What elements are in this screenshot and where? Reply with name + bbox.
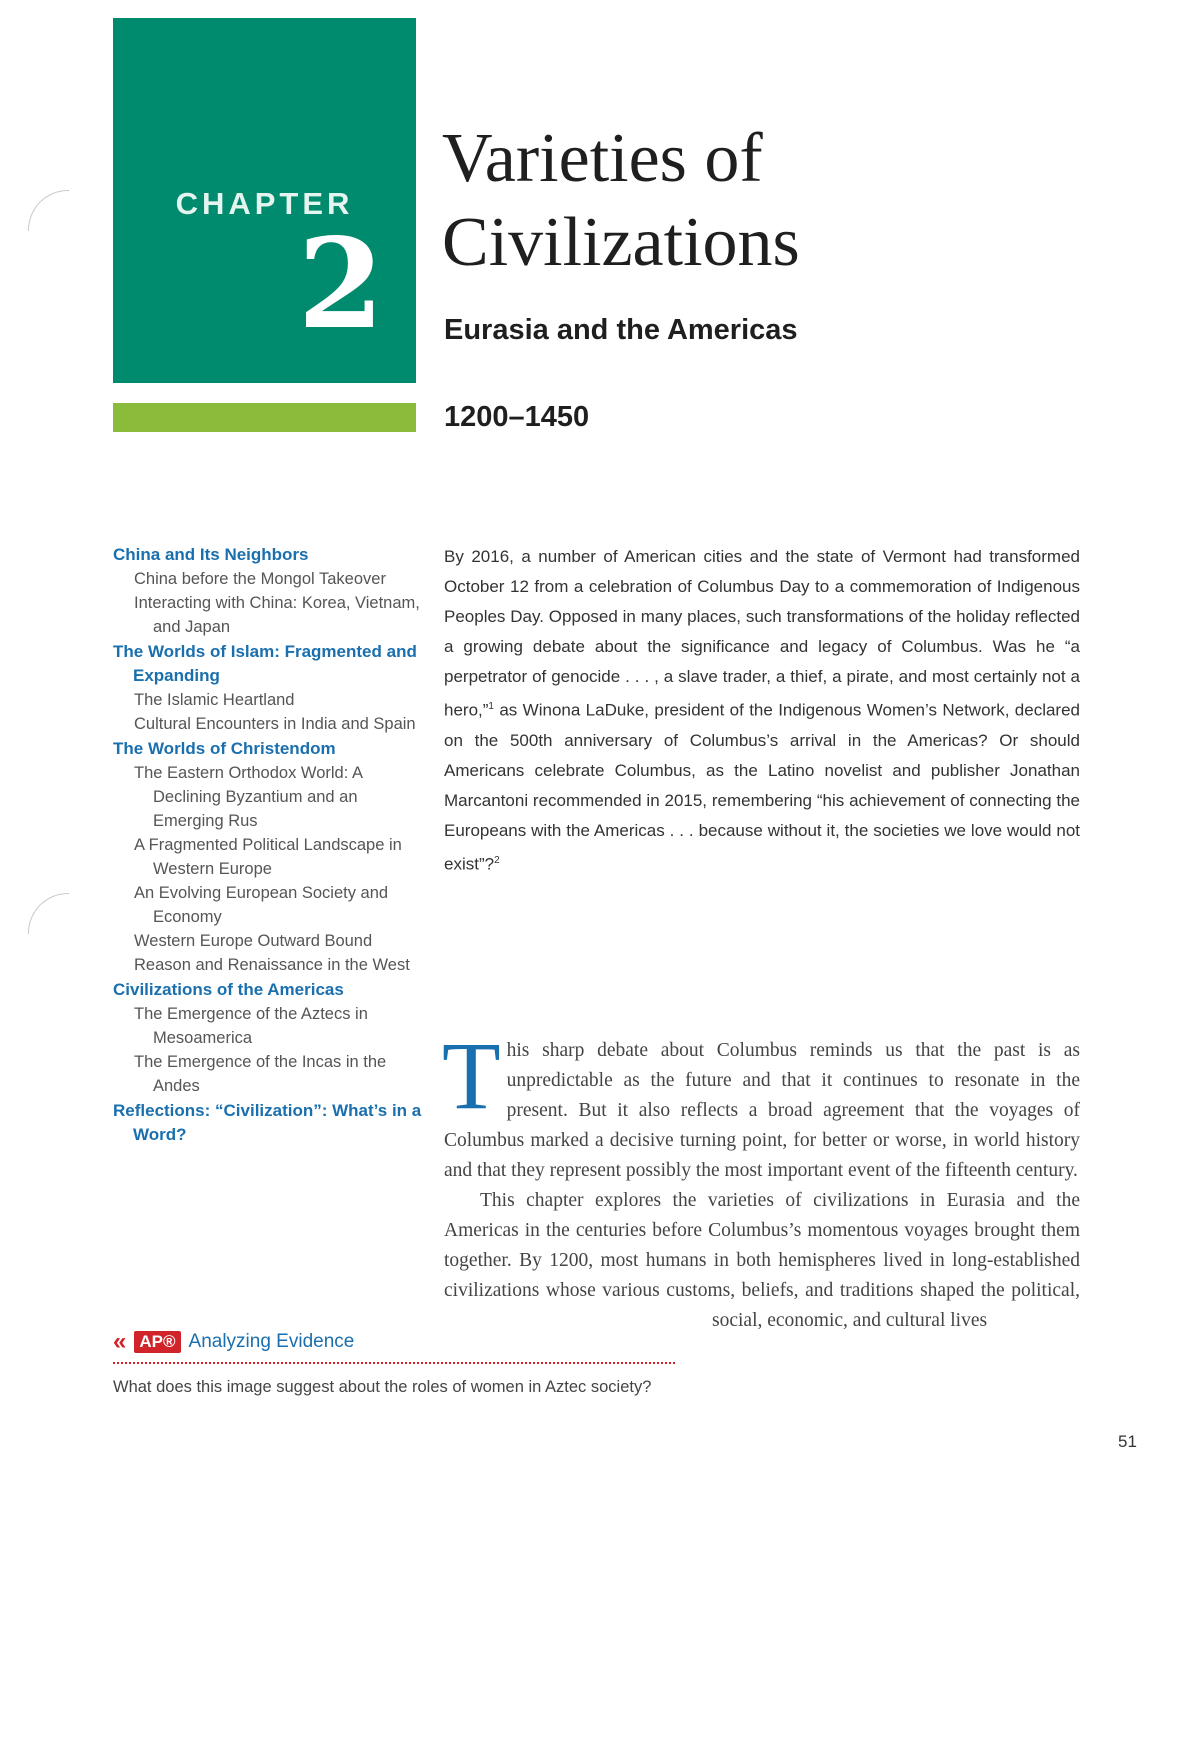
outline-subheading: A Fragmented Political Landscape in Western Europe (134, 836, 402, 878)
chapter-body (442, 1022, 1080, 1520)
outline-subheading: Cultural Encounters in India and Spain (134, 715, 416, 733)
chapter-label: CHAPTER (175, 186, 354, 221)
ap-analyzing-evidence-box (113, 1326, 675, 1400)
ap-box-title: Analyzing Evidence (188, 1331, 355, 1352)
outline-section-china (113, 543, 423, 639)
page-edge-mark-top (28, 190, 69, 231)
ap-box-divider (113, 1362, 675, 1364)
outline-subheading: Interacting with China: Korea, Vietnam, and Japan (134, 594, 420, 636)
body-paragraph-1-text: his sharp debate about Columbus reminds us that the past is as unpredictable as the future and that it continues to resonate in the present. But it also reflects a broad agreement that the voyages of Columbus marked a decisive turning point, for better or worse, in world history and that they represent possibly the most important event of the fifteenth century. (444, 1040, 1080, 1181)
body-paragraph-2-text: This chapter explores the varieties of civilizations in Eurasia and the Americas in the centuries before Columbus’s momentous voyages brought them together. By 1200, most humans in both hemispheres lived in long-established civilizations whose various customs, beliefs, and traditions shaped the political, social, economic, and cultural lives (444, 1190, 1080, 1331)
ap-badge: AP® (134, 1331, 180, 1353)
outline-heading: The Worlds of Islam: Fragmented and Expanding (113, 642, 417, 685)
body-paragraph-2 (444, 1186, 1080, 1336)
page-number: 51 (1118, 1432, 1137, 1451)
outline-section-islam (113, 640, 423, 736)
chapter-title (442, 117, 800, 285)
outline-subheading: The Emergence of the Incas in the Andes (134, 1053, 387, 1095)
intro-text-part-2: as Winona LaDuke, president of the Indigenous Women’s Network, declared on the 500th anniversary of Columbus’s arrival in the Americas? Or should Americans celebrate Columbus, as the Latino novelist and publisher Jonathan Marcantoni recommended in 2015, remembering “his achievement of connecting the Europeans with the Americas . . . because without it, the societies we love would not exist”? (444, 700, 1080, 874)
chapter-dates: 1200–1450 (444, 401, 590, 433)
chapter-outline (113, 543, 423, 1148)
ap-box-header (113, 1326, 675, 1358)
chapter-accent-bar (113, 403, 416, 432)
outline-heading: The Worlds of Christendom (113, 739, 336, 758)
footnote-ref-1: 1 (488, 701, 494, 712)
outline-subheading: China before the Mongol Takeover (134, 570, 386, 588)
outline-section-americas (113, 978, 423, 1098)
outline-subheading: The Emergence of the Aztecs in Mesoamerica (134, 1005, 368, 1047)
outline-subheading: An Evolving European Society and Economy (134, 884, 389, 926)
chapter-subtitle: Eurasia and the Americas (444, 314, 798, 346)
outline-section-christendom (113, 737, 423, 977)
drop-cap: T (442, 1022, 501, 1129)
intro-text-part-1: By 2016, a number of American cities and the state of Vermont had transformed October 12 from a celebration of Columbus Day to a commemoration of Indigenous Peoples Day. Opposed in many places, such transformations of the holiday reflected a growing debate about the significance and legacy of Columbus. Was he “a perpetrator of genocide . . . , a slave trader, a thief, a pirate, and most certainly not a hero,” (444, 547, 1080, 720)
outline-heading: Civilizations of the Americas (113, 980, 344, 999)
outline-section-reflections (113, 1099, 423, 1147)
outline-heading: Reflections: “Civilization”: What’s in a Word? (113, 1101, 422, 1144)
footnote-ref-2: 2 (494, 854, 500, 866)
page-edge-mark-bottom (28, 893, 69, 934)
outline-subheading: The Islamic Heartland (134, 691, 295, 709)
chevron-left-icon: « (113, 1328, 127, 1355)
outline-subheading: Reason and Renaissance in the West (134, 956, 410, 974)
outline-subheading: The Eastern Orthodox World: A Declining Byzantium and an Emerging Rus (134, 764, 363, 830)
chapter-box (113, 18, 416, 383)
outline-heading: China and Its Neighbors (113, 545, 309, 564)
chapter-title-line-1: Varieties of (442, 120, 763, 197)
chapter-title-line-2: Civilizations (442, 204, 800, 281)
body-paragraph-1 (442, 1022, 1080, 1186)
chapter-intro-paragraph (444, 542, 1080, 879)
chapter-number: 2 (297, 212, 384, 357)
outline-subheading: Western Europe Outward Bound (134, 932, 373, 950)
ap-box-question: What does this image suggest about the roles of women in Aztec society? (113, 1378, 652, 1396)
